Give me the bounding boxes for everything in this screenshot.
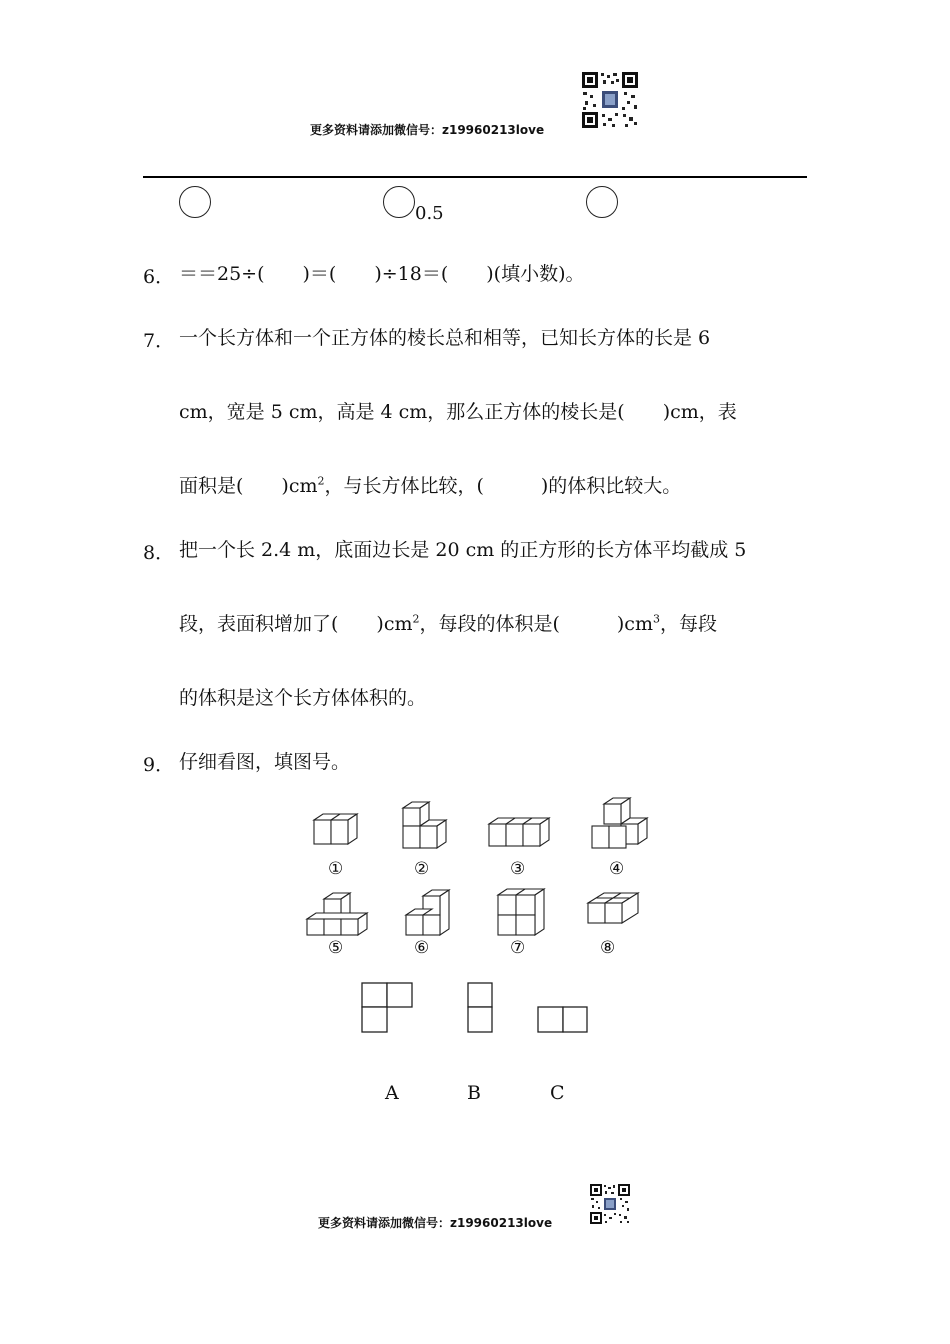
figure-4-cubes: [592, 798, 647, 848]
figure-label-2: ②: [414, 859, 430, 879]
view-a-shape: [362, 983, 412, 1032]
q7-sup-squared: 2: [317, 474, 325, 488]
q8-sup-cubed: 3: [652, 612, 660, 626]
q9-number: 9．: [143, 754, 175, 776]
footer-qr-code: [589, 1183, 631, 1225]
q8-line-1: 把一个长 2.4 m，底面边长是 20 cm 的正方形的长方体平均截成 5: [179, 539, 747, 561]
view-b-shape: [468, 983, 492, 1032]
q9-cube-figures: [300, 795, 660, 955]
figure-label-8: ⑧: [600, 938, 616, 958]
q7-line-1: 一个长方体和一个正方体的棱长总和相等，已知长方体的长是 6: [179, 327, 711, 349]
q9-view-figures: [355, 975, 595, 1040]
figure-label-1: ①: [328, 859, 344, 879]
compare-circle-3[interactable]: [586, 186, 618, 218]
compare-value: 0.5: [415, 203, 444, 224]
compare-circle-1[interactable]: [179, 186, 211, 218]
figure-2-cubes: [403, 802, 446, 848]
view-label-a: A: [385, 1082, 399, 1104]
q8-line-2-part-c: ，每段: [659, 613, 717, 635]
q9-text: 仔细看图，填图号。: [179, 751, 351, 773]
compare-circle-2[interactable]: [383, 186, 415, 218]
q8-line-3: 的体积是这个长方体体积的。: [179, 687, 427, 709]
q8-sup-squared: 2: [412, 612, 420, 626]
q8-line-2-part-b: ，每段的体积是( )cm: [419, 613, 653, 635]
figure-6-cubes: [406, 890, 449, 935]
figure-label-7: ⑦: [510, 938, 526, 958]
view-label-c: C: [550, 1082, 565, 1104]
figure-5-cubes: [307, 893, 367, 935]
q7-line-2: cm，宽是 5 cm，高是 4 cm，那么正方体的棱长是( )cm，表: [179, 401, 737, 423]
q7-line-3: [179, 474, 681, 498]
figure-label-4: ④: [609, 859, 625, 879]
q7-line-3-part-a: 面积是( )cm: [179, 475, 318, 497]
q7-line-3-part-b: ，与长方体比较，( )的体积比较大。: [324, 475, 682, 497]
header-qr-code: [581, 71, 639, 129]
q6-number: 6．: [143, 266, 175, 288]
figure-1-cubes: [314, 814, 357, 844]
view-label-b: B: [467, 1082, 481, 1104]
figure-8-cubes: [588, 893, 638, 923]
q8-line-2-part-a: 段，表面积增加了( )cm: [179, 613, 413, 635]
header-wechat-text: 更多资料请添加微信号：z19960213love: [310, 123, 545, 137]
figure-label-6: ⑥: [414, 938, 430, 958]
figure-label-5: ⑤: [328, 938, 344, 958]
q8-number: 8．: [143, 542, 175, 564]
header-rule: [143, 176, 807, 178]
q8-line-2: [179, 612, 717, 636]
figure-label-3: ③: [510, 859, 526, 879]
figure-3-cubes: [489, 818, 549, 846]
q6-text: ＝＝25÷( )＝( )÷18＝( )(填小数)。: [179, 263, 585, 285]
footer-wechat-text: 更多资料请添加微信号：z19960213love: [318, 1216, 553, 1230]
figure-7-cubes: [498, 889, 544, 935]
view-c-shape: [538, 1007, 587, 1032]
q7-number: 7．: [143, 330, 175, 352]
